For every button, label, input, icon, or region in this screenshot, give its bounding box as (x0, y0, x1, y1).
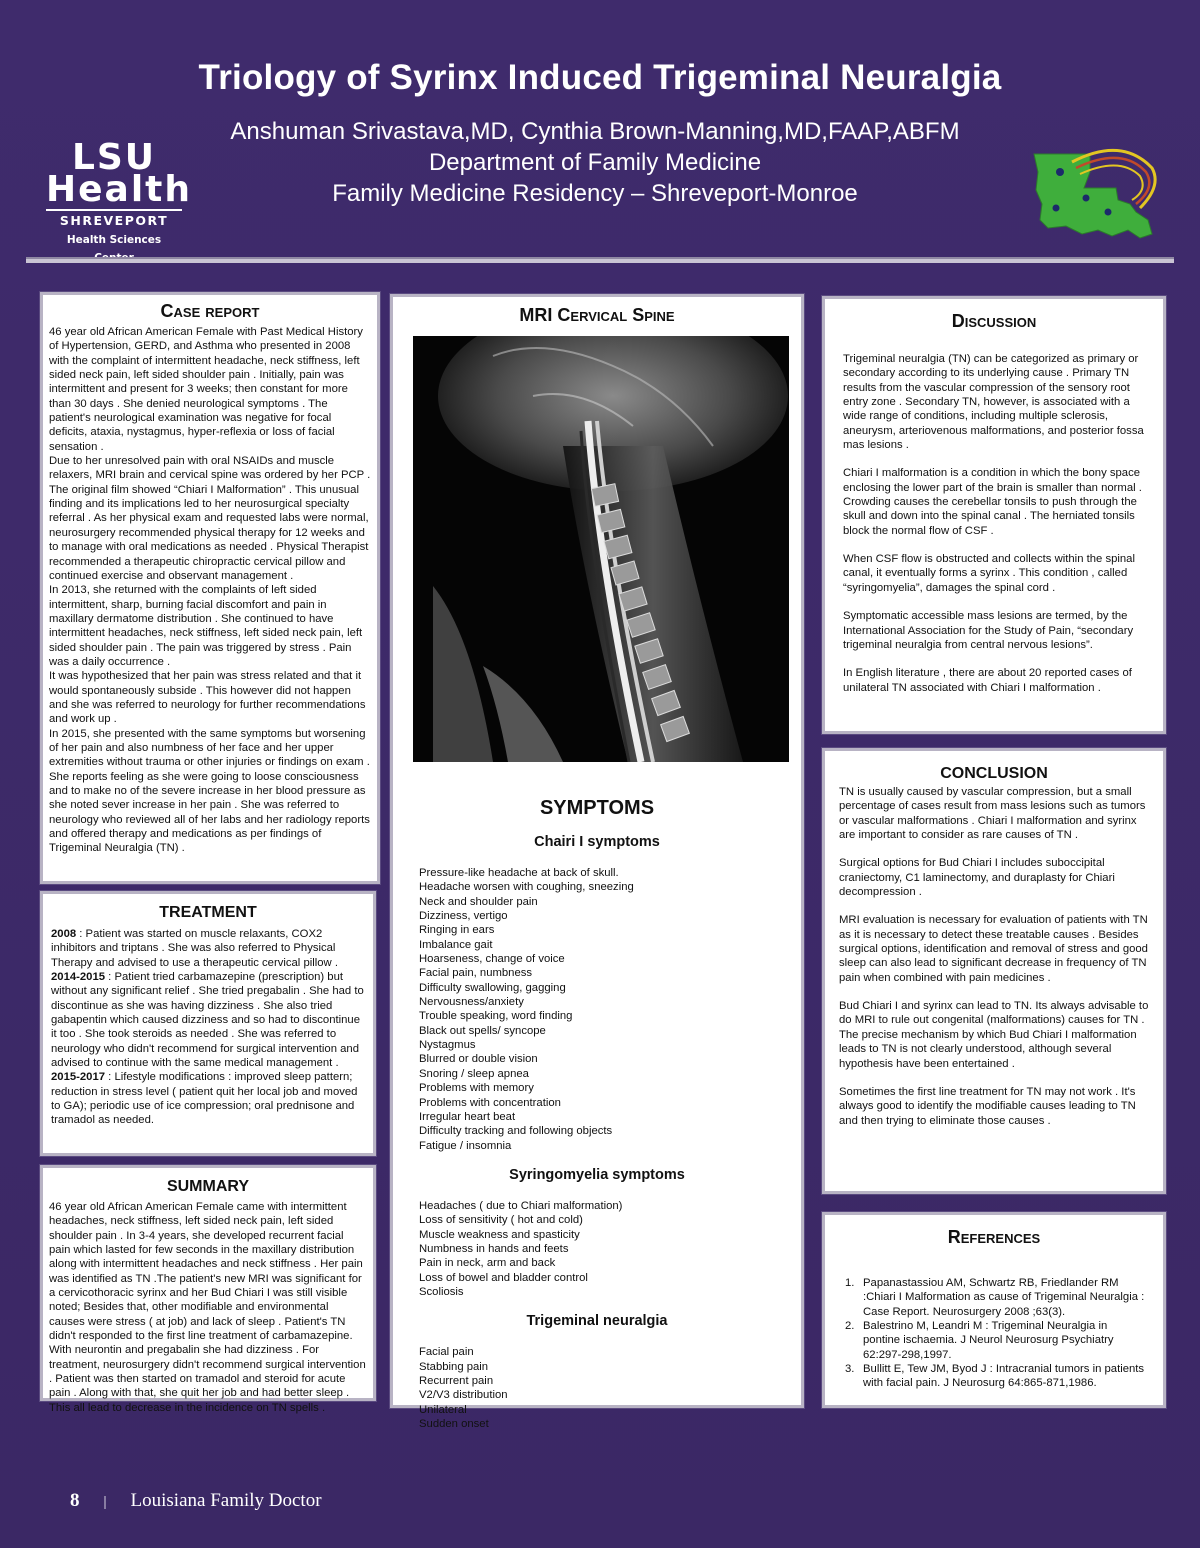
reference-item (845, 1276, 1147, 1319)
discussion-paragraph: Chiari I malformation is a condition in which the bony space enclosing the lower part of the brain is smaller than normal . Crowding causes the cerebellar tonsils to push through the skull and down into the spinal canal . The herniated tonsils block the normal flow of CSF . (843, 467, 1142, 537)
page-footer (70, 1490, 322, 1512)
list-item: Headaches ( due to Chiari malformation) (419, 1199, 623, 1212)
references-panel (822, 1212, 1166, 1408)
list-item: Hoarseness, change of voice (419, 953, 565, 966)
discussion-paragraph: When CSF flow is obstructed and collects within the spinal canal, it eventually forms a syrinx . This condition , called “syringomyelia”, damages the spinal cord . (843, 553, 1135, 594)
case-report-panel (40, 292, 380, 884)
list-item: Blurred or double vision (419, 1053, 538, 1066)
conclusion-paragraph: MRI evaluation is necessary for evaluation of patients with TN as it is necessary to detect these treatable causes . Besides surgical options, identification and removal of stress and good sleep can also lead to significant decrease in frequency of TN pain when combined with pain medicines . (839, 914, 1148, 984)
list-item: V2/V3 distribution (419, 1389, 508, 1402)
list-item: Sudden onset (419, 1418, 489, 1430)
case-paragraph: It was hypothesized that her pain was stress related and that it would spontaneously subside . This however did not happen and she was referred to neurology for further recommendations and work up . (49, 670, 366, 726)
list-item: Numbness in hands and feets (419, 1242, 569, 1255)
reference-item (845, 1362, 1147, 1391)
list-item: Problems with memory (419, 1082, 534, 1095)
department: Department of Family Medicine (428, 149, 762, 176)
case-paragraph: Due to her unresolved pain with oral NSAIDs and muscle relaxers, MRI brain and cervical spine was ordered by her PCP . The original film showed “Chiari I Malformation” . This unusual finding and its implications led to her neurosurgical specialty referral . As her physical exam and requested labs were normal, neurosurgery recommended physical therapy for 12 weeks and to manage with oral medications as needed . Physical Therapist recommended a therapeutic chiropractic cervical pillow and continued exercise and observant management . (49, 455, 371, 582)
header-divider (26, 257, 1174, 263)
list-item: Ringing in ears (419, 924, 495, 937)
logo-line-shreveport: SHREVEPORT (46, 209, 182, 228)
list-item: Dizziness, vertigo (419, 910, 508, 923)
chiari-symptoms-title: Chairi I symptoms (534, 834, 660, 850)
louisiana-map-logo-icon (1012, 142, 1162, 247)
mri-symptoms-panel (390, 294, 804, 1430)
logo-line-lsu: LSU (71, 137, 157, 178)
poster-header (0, 0, 1200, 260)
discussion-panel (822, 296, 1166, 734)
list-item: Difficulty swallowing, gagging (419, 981, 566, 994)
reference-number: 1. (845, 1277, 855, 1289)
list-item: Imbalance gait (419, 938, 493, 951)
chiari-symptoms-list (413, 866, 781, 1153)
trigeminal-neuralgia-list (413, 1345, 781, 1431)
list-item: Pressure-like headache at back of skull. (419, 867, 619, 879)
reference-text: Papanastassiou AM, Schwartz RB, Friedlander RM :Chiari I Malformation as cause of Trigeminal Neuralgia : Case Report. Neurosurgery 2008 ;63(3). (863, 1277, 1145, 1318)
list-item: Stabbing pain (419, 1360, 489, 1373)
page-number: 8 (70, 1490, 80, 1511)
conclusion-paragraph: Surgical options for Bud Chiari I includes suboccipital craniectomy, C1 laminectomy, and duraplasty for Chiari decompression . (839, 857, 1115, 899)
lsu-health-logo (46, 137, 193, 264)
conclusion-paragraph: Bud Chiari I and syrinx can lead to TN. Its always advisable to do MRI to rule out congenital (malformations) causes for TN . The precise mechanism by which Bud Chiari I malformation leads to TN is not clearly understood, although several hypothesis have been entertained . (839, 1000, 1149, 1070)
treatment-year: 2014-2015 (51, 971, 106, 984)
treatment-text: : Patient was started on muscle relaxants, COX2 inhibitors and triptans . She was also referred to Physical Therapy and advised to use a therapeutic cervical pillow . (51, 928, 338, 969)
syringomyelia-symptoms-title: Syringomyelia symptoms (509, 1166, 685, 1183)
reference-item (845, 1319, 1147, 1362)
list-item: Facial pain, numbness (419, 967, 533, 980)
list-item: Irregular heart beat (419, 1110, 516, 1123)
list-item: Unilateral (419, 1403, 467, 1416)
symptoms-title: SYMPTOMS (539, 797, 655, 819)
list-item: Nervousness/anxiety (419, 996, 524, 1009)
reference-number: 3. (845, 1363, 855, 1376)
publication-name: Louisiana Family Doctor (130, 1490, 322, 1511)
discussion-paragraph: Symptomatic accessible mass lesions are termed, by the International Association for the Study of Pain, “secondary trigeminal neuralgia from central nervous lesions”. (843, 610, 1134, 651)
logo-line-hsc: Health Sciences (66, 234, 162, 246)
list-item: Trouble speaking, word finding (419, 1010, 573, 1023)
treatment-title: TREATMENT (159, 904, 257, 921)
list-item: Recurrent pain (419, 1374, 494, 1387)
footer-separator: | (103, 1494, 107, 1510)
list-item: Problems with concentration (419, 1096, 561, 1109)
list-item: Headache worsen with coughing, sneezing (419, 881, 634, 894)
case-paragraph: 46 year old African American Female with Past Medical History of Hypertension, GERD, and Asthma who presented in 2008 with the complaint of intermittent headache, neck stiffness, left sided neck pain, left sided shoulder pain . Initially, pain was intermittent and present for 3 weeks; then constant for more than 30 days . She denied neurological symptoms . The patient's neurological examination was negative for focal deficits, ataxia, nystagmus, hyper-reflexia or loss of facial sensation . (49, 326, 363, 453)
list-item: Scoliosis (419, 1285, 464, 1298)
discussion-title: Discussion (951, 311, 1037, 331)
treatment-text: : Lifestyle modifications : improved sleep pattern; reduction in stress level ( patient quit her local job and moved to GA); periodic use of ice compression; oral prednisone and tramadol as needed. (51, 1071, 358, 1127)
case-paragraph: In 2015, she presented with the same symptoms but worsening of her pain and also numbness of her face and her upper extremities without trauma or other injuries or findings on exam . She reports feeling as she were going to loose consciousness and to make no of the severe increase in her blood pressure as she noted sever increase in her pain . She was referred to neurology who reviewed all of her labs and her radiology reports and offered therapy and medications as per findings of Trigeminal Neuralgia (TN) . (49, 727, 370, 855)
summary-panel (40, 1165, 376, 1414)
discussion-paragraph: Trigeminal neuralgia (TN) can be categorized as primary or secondary according to its underlying cause . Primary TN results from the vascular compression of the sensory root entry zone . Secondary TN, however, is associated with a wide range of conditions, including multiple sclerosis, aneurysm, arteriovenous malformations, and posterior fossa mas lesions . (843, 353, 1144, 452)
list-item: Pain in neck, arm and back (419, 1257, 556, 1270)
poster-title: Triology of Syrinx Induced Trigeminal Neuralgia (198, 58, 1002, 97)
list-item: Neck and shoulder pain (419, 895, 538, 908)
treatment-panel (40, 891, 376, 1156)
list-item: Muscle weakness and spasticity (419, 1228, 580, 1241)
treatment-year: 2015-2017 (51, 1071, 106, 1084)
authors: Anshuman Srivastava,MD, Cynthia Brown-Manning,MD,FAAP,ABFM (230, 118, 960, 145)
logo-line-health: Health (46, 169, 193, 210)
reference-text: Bullitt E, Tew JM, Byod J : Intracranial tumors in patients with facial pain. J Neurosurg 64:865-871,1986. (863, 1363, 1145, 1390)
treatment-entry (51, 970, 365, 1070)
conclusion-paragraph: Sometimes the first line treatment for TN may not work . It's always good to identify the modifiable causes leading to TN and then trying to eliminate those causes . (839, 1085, 1136, 1127)
summary-title: SUMMARY (166, 1178, 250, 1195)
mri-title: MRI Cervical Spine (519, 305, 675, 325)
summary-text: 46 year old African American Female came with intermittent headaches, neck stiffness, left sided neck pain, left sided shoulder pain . In 3-4 years, she developed recurrent facial pain which lasted for few seconds in the maxillary distribution along with intermittent headaches and neck stiffness . Her pain was identified as TN .The patient's new MRI was significant for a cervicothoracic syrinx and her Bud Chiari I was still visible noted; Besides that, other modifiable and environmental causes were stress ( at job) and lack of sleep . Patient's TN didn't responded to the first line treatment of carbamazepine. With neurontin and pregabalin she had dizziness . For treatment, neurosurgery didn't recommend surgical intervention . Patient was then started on tramadol and steroid for acute pain . Along with that, she quit her job and had better sleep . This all lead to decrease in the incidence on TN spells . (49, 1201, 366, 1414)
list-item: Loss of bowel and bladder control (419, 1271, 588, 1284)
mri-cervical-spine-image (413, 336, 789, 762)
residency: Family Medicine Residency – Shreveport-Monroe (332, 180, 858, 207)
list-item: Loss of sensitivity ( hot and cold) (419, 1214, 583, 1227)
reference-number: 2. (845, 1320, 855, 1333)
treatment-entry (51, 927, 365, 970)
list-item: Facial pain (419, 1346, 474, 1359)
list-item: Fatigue / insomnia (419, 1139, 512, 1152)
conclusion-title: CONCLUSION (940, 765, 1048, 782)
trigeminal-neuralgia-title: Trigeminal neuralgia (526, 1313, 668, 1330)
discussion-paragraph: In English literature , there are about 20 reported cases of unilateral TN associated with Chiari I malformation . (843, 667, 1132, 694)
conclusion-panel (822, 748, 1166, 1194)
case-paragraph: In 2013, she returned with the complaints of left sided intermittent, sharp, burning facial discomfort and pain in maxillary dermatome distribution . She continued to have intermittent headaches, neck stiffness, left sided neck pain, left sided shoulder pain . The pain was triggered by stress . Pain was a daily occurrence . (49, 584, 363, 668)
reference-text: Balestrino M, Leandri M : Trigeminal Neuralgia in pontine ischaemia. J Neurol Neurosurg Psychiatry 62:297-298,1997. (863, 1320, 1114, 1361)
treatment-entry (51, 1070, 365, 1127)
case-report-title: Case report (160, 301, 260, 321)
list-item: Nystagmus (419, 1039, 476, 1052)
syringomyelia-symptoms-list (413, 1199, 781, 1299)
references-title: References (947, 1227, 1041, 1247)
list-item: Black out spells/ syncope (419, 1024, 546, 1037)
treatment-year: 2008 (51, 928, 77, 940)
treatment-text: : Patient tried carbamazepine (prescription) but without any significant relief . She tried pregabalin . She had to discontinue as she was having dizziness . She also tried gabapentin which caused dizziness and so had to discontinue it too . She took steroids as needed . She was referred to neurology who didn't recommend for surgical intervention and advised to continue with the same medical management . (51, 971, 364, 1070)
conclusion-paragraph: TN is usually caused by vascular compression, but a small percentage of cases result from mass lesions such as tumors or vascular malformations . Chiari I malformation and syrinx are important to consider as rare causes of TN . (839, 786, 1146, 842)
list-item: Snoring / sleep apnea (419, 1067, 529, 1080)
list-item: Difficulty tracking and following objects (419, 1125, 613, 1138)
